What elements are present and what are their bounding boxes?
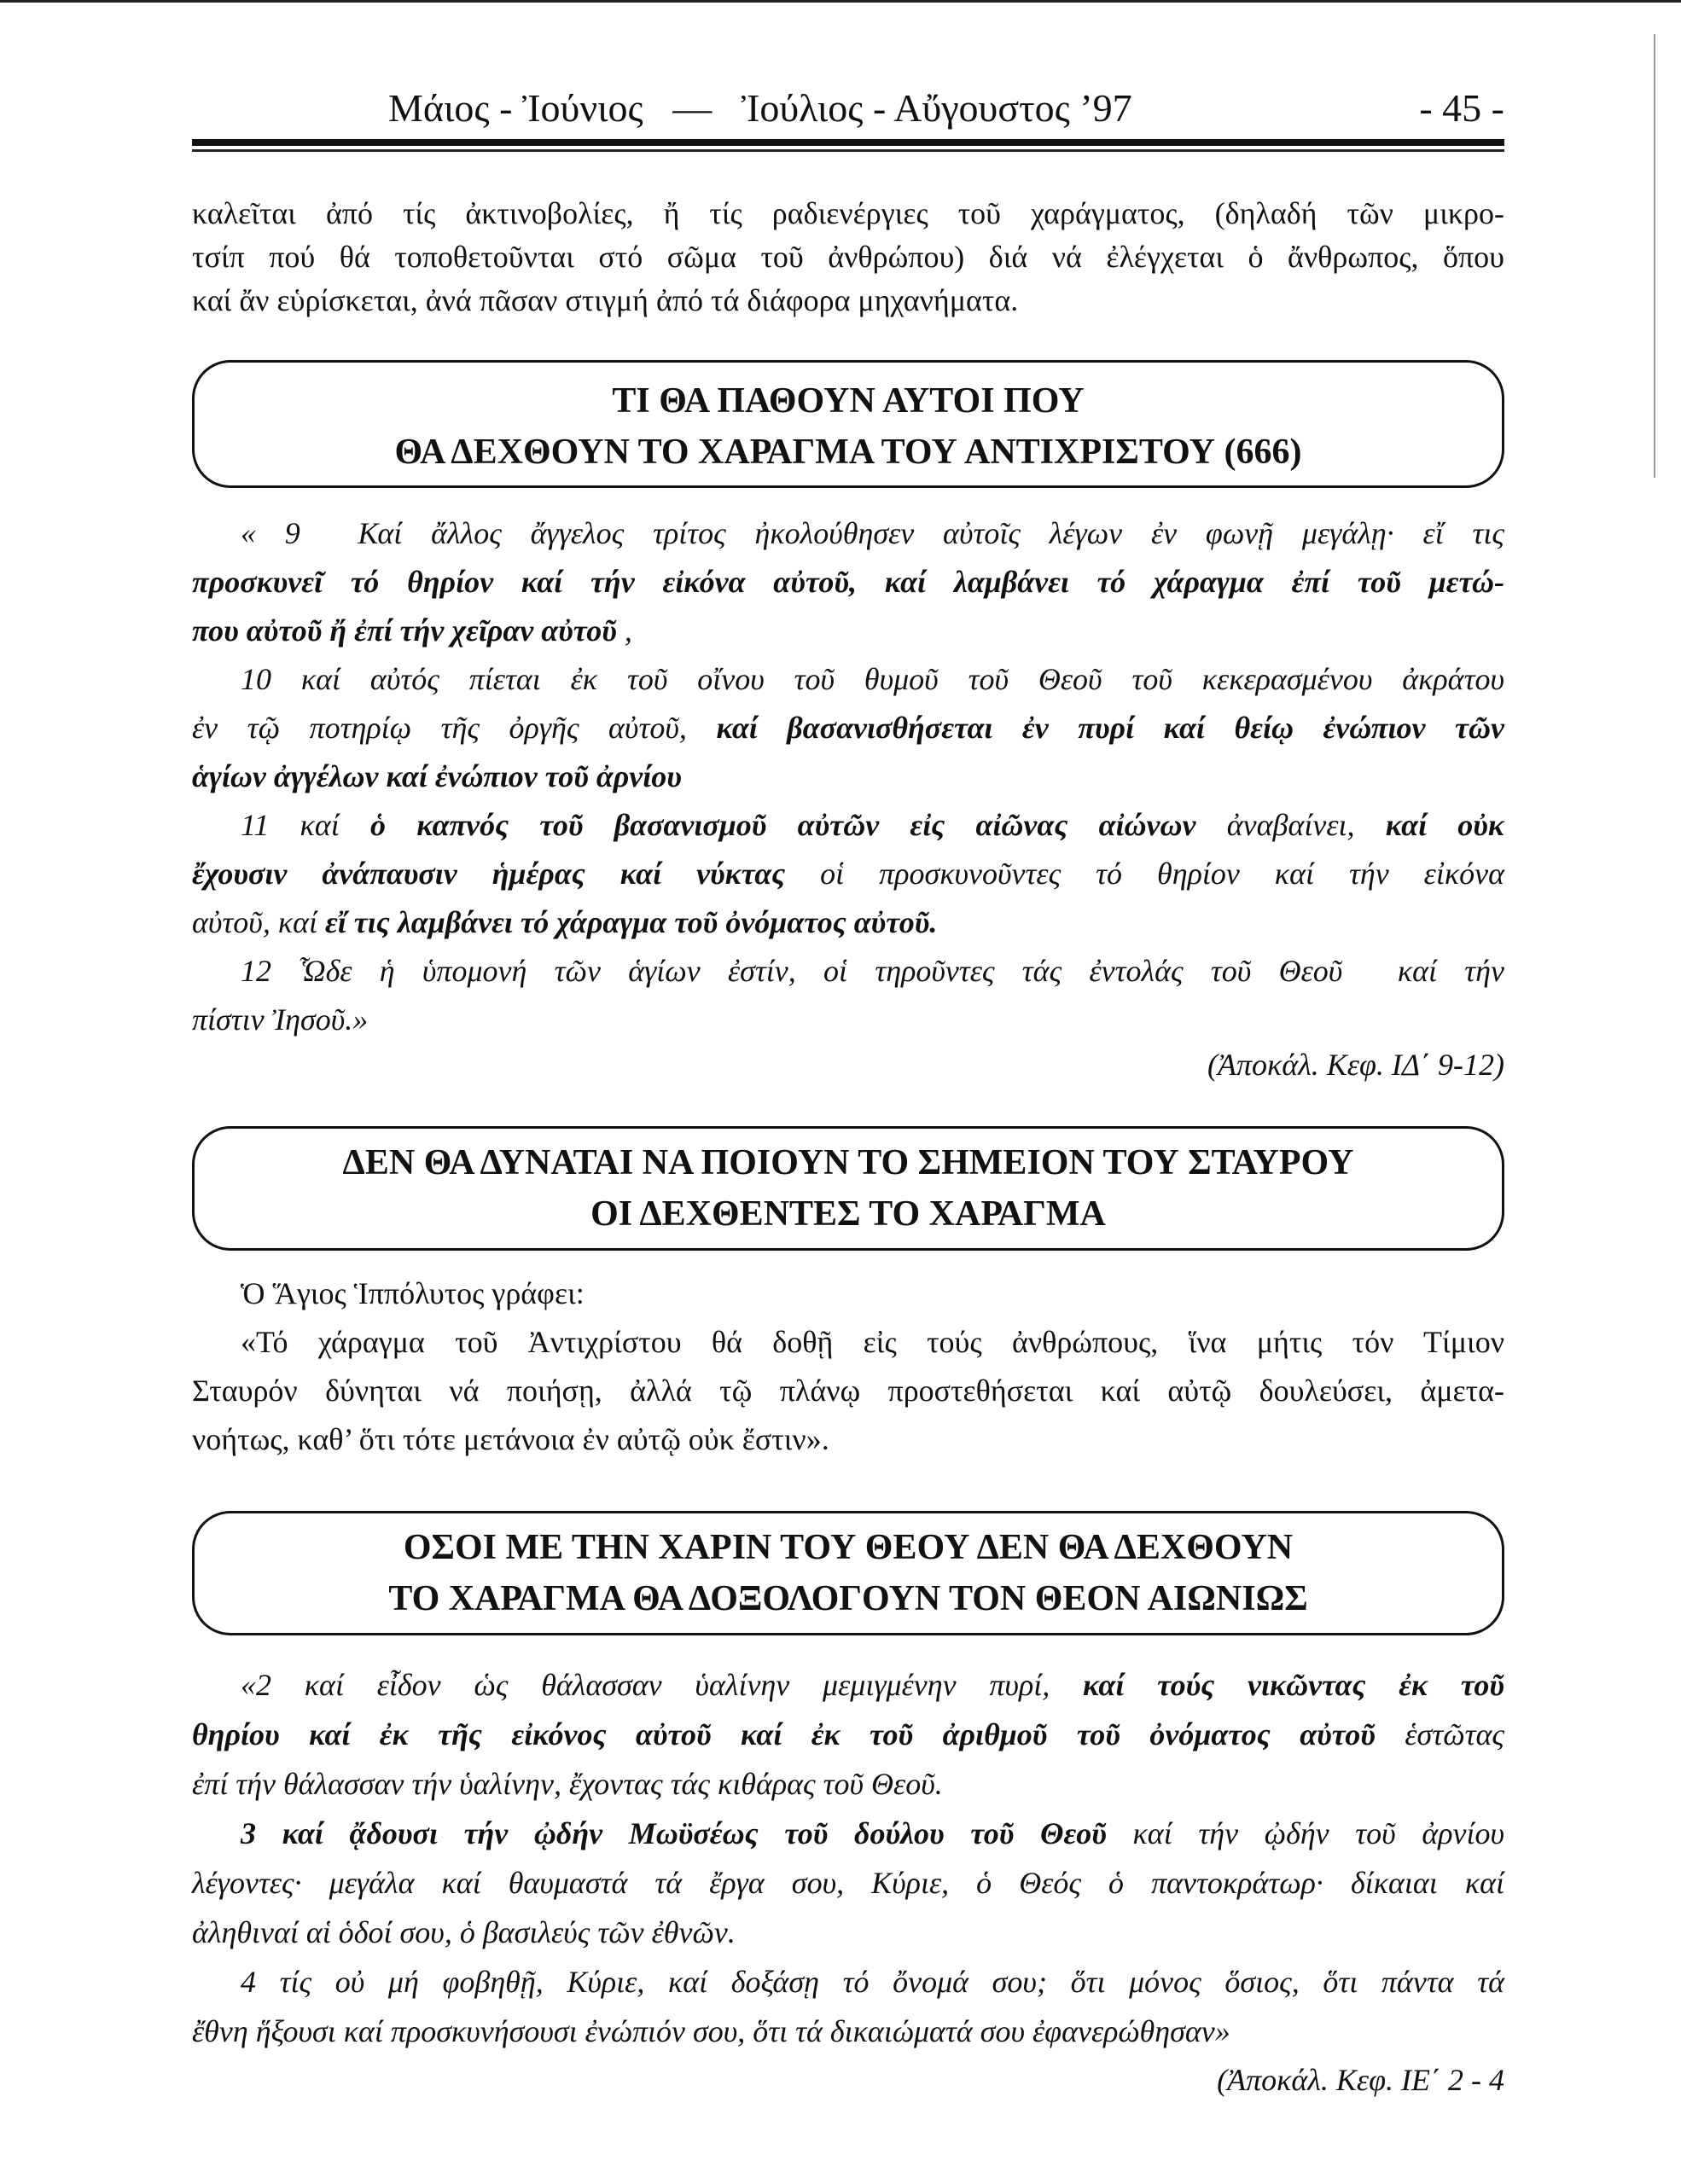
bold-text-segment: που αὐτοῦ ἤ ἐπί τήν χεῖραν αὐτοῦ <box>192 613 617 648</box>
text-line <box>192 1318 1504 1367</box>
text-segment: 12 Ὧδε ἡ ὑπομονή τῶν ἁγίων ἐστίν, οἱ τηροῦντες τάς ἐντολάς τοῦ Θεοῦ καί τήν <box>241 954 1504 988</box>
text-segment: 10 καί αὐτός πίεται ἐκ τοῦ οἴνου τοῦ θυμοῦ τοῦ Θεοῦ τοῦ κεκερασμένου ἀκράτου <box>241 662 1504 696</box>
text-line <box>192 2007 1504 2056</box>
text-line <box>192 947 1504 996</box>
text-segment: λέγοντες· μεγάλα καί θαυμαστά τά ἔργα σου, Κύριε, ὁ Θεός ὁ παντοκράτωρ· δίκαιαι καί <box>192 1866 1504 1900</box>
text-line <box>192 1759 1504 1809</box>
text-segment: καλεῖται ἀπό τίς ἀκτινοβολίες, ἤ τίς ραδιενέργιες τοῦ χαράγματος, (δηλαδή τῶν μικρο- <box>192 196 1504 230</box>
heading-box-2 <box>192 1126 1504 1251</box>
text-segment: τσίπ πού θά τοποθετοῦνται στό σῶμα τοῦ ἀνθρώπου) διά νά ἐλέγχεται ὁ ἄνθρωπος, ὅπου <box>192 240 1504 274</box>
text-line <box>192 1908 1504 1957</box>
header-rule-thick <box>192 139 1504 146</box>
header-rule-thin <box>192 149 1504 152</box>
text-segment: Σταυρόν δύνηται νά ποιήσῃ, ἀλλά τῷ πλάνῳ προστεθήσεται καί αὐτῷ δουλεύσει, ἀμετα- <box>192 1374 1504 1408</box>
text-line <box>192 1660 1504 1710</box>
heading-line: ΔΕΝ ΘΑ ΔΥΝΑΤΑΙ ΝΑ ΠΟΙΟΥΝ ΤΟ ΣΗΜΕΙΟΝ ΤΟΥ ΣΤΑΥΡΟΥ <box>342 1143 1354 1182</box>
text-line <box>192 655 1504 704</box>
bold-text-segment: ἁγίων ἀγγέλων καί ἐνώπιον τοῦ ἀρνίου <box>192 759 682 793</box>
citation-1-wrap <box>192 1041 1504 1089</box>
bold-text-segment: καί τούς νικῶντας ἐκ τοῦ <box>1083 1668 1505 1702</box>
text-segment: καί τήν ᾠδήν τοῦ ἀρνίου <box>1106 1816 1504 1850</box>
text-segment: «2 καί εἶδον ὡς θάλασσαν ὑαλίνην μεμιγμένην πυρί, <box>241 1668 1084 1702</box>
bold-text-segment: ἔχουσιν ἀνάπαυσιν ἡμέρας καί νύκτας <box>192 857 786 891</box>
heading-box-3 <box>192 1511 1504 1635</box>
bold-text-segment: εἴ τις λαμβάνει τό χάραγμα τοῦ ὀνόματος αὐτοῦ. <box>325 905 938 939</box>
bold-text-segment: θηρίου καί ἐκ τῆς εἰκόνος αὐτοῦ καί ἐκ τοῦ ἀριθμοῦ τοῦ ὀνόματος αὐτοῦ <box>192 1717 1376 1751</box>
text-segment: οἱ προσκυνοῦντες τό θηρίον καί τήν εἰκόνα <box>785 857 1505 891</box>
text-line <box>192 1415 1504 1464</box>
scan-margin-line <box>1654 34 1655 478</box>
text-line <box>192 1269 1504 1318</box>
text-segment: ἐπί τήν θάλασσαν τήν ὑαλίνην, ἔχοντας τάς κιθάρας τοῦ Θεοῦ. <box>192 1767 943 1801</box>
header-title: Μάιος - Ἰούνιος — Ἰούλιος - Αὔγουστος ’97 <box>388 86 1132 130</box>
text-line <box>192 1957 1504 2007</box>
heading-line: ΤΟ ΧΑΡΑΓΜΑ ΘΑ ΔΟΞΟΛΟΓΟΥΝ ΤΟΝ ΘΕΟΝ ΑΙΩΝΙΩΣ <box>388 1579 1308 1618</box>
text-segment: νοήτως, καθ’ ὅτι τότε μετάνοια ἐν αὐτῷ οὐκ ἔστιν». <box>192 1422 829 1456</box>
text-segment: ἐν τῷ ποτηρίῳ τῆς ὀργῆς αὐτοῦ, <box>192 711 717 745</box>
text-segment: ἀναβαίνει, <box>1195 808 1386 842</box>
intro-paragraph <box>192 192 1504 322</box>
bold-text-segment: καί οὐκ <box>1385 808 1504 842</box>
text-line <box>192 704 1504 752</box>
citation-2-wrap <box>192 2056 1504 2105</box>
heading-line: ΘΑ ΔΕΧΘΟΥΝ ΤΟ ΧΑΡΑΓΜΑ ΤΟΥ ΑΝΤΙΧΡΙΣΤΟΥ (666) <box>394 433 1302 472</box>
citation-1: (Ἀποκάλ. Κεφ. ΙΔ΄ 9-12) <box>1207 1048 1504 1082</box>
running-header <box>192 85 1504 136</box>
text-segment: « 9 Καί ἄλλος ἄγγελος τρίτος ἠκολούθησεν αὐτοῖς λέγων ἐν φωνῇ μεγάλῃ· εἴ τις <box>241 516 1504 550</box>
hippolytus-quote <box>192 1269 1504 1464</box>
text-segment: αὐτοῦ, καί <box>192 905 326 939</box>
page-number: - 45 - <box>1419 86 1504 130</box>
heading-box-1 <box>192 360 1504 488</box>
bold-text-segment: προσκυνεῖ τό θηρίον καί τήν εἰκόνα αὐτοῦ, καί λαμβάνει τό χάραγμα ἐπί τοῦ μετώ- <box>192 565 1504 599</box>
text-line <box>192 192 1504 235</box>
bold-text-segment: καί βασανισθήσεται ἐν πυρί καί θείῳ ἐνώπιον τῶν <box>716 711 1504 745</box>
bold-text-segment: ὁ καπνός τοῦ βασανισμοῦ αὐτῶν εἰς αἰῶνας αἰώνων <box>369 808 1196 842</box>
text-segment: Ὁ Ἅγιος Ἱππόλυτος γράφει: <box>241 1276 585 1310</box>
text-line <box>192 1710 1504 1759</box>
text-line <box>192 1367 1504 1415</box>
text-line <box>192 607 1504 655</box>
heading-line: ΟΣΟΙ ΜΕ ΤΗΝ ΧΑΡΙΝ ΤΟΥ ΘΕΟΥ ΔΕΝ ΘΑ ΔΕΧΘΟΥΝ <box>403 1528 1294 1567</box>
heading-line: ΟΙ ΔΕΧΘΕΝΤΕΣ ΤΟ ΧΑΡΑΓΜΑ <box>590 1194 1106 1234</box>
text-segment: ἀληθιναί αἱ ὁδοί σου, ὁ βασιλεύς τῶν ἐθνῶν. <box>192 1915 736 1949</box>
scripture-quote-2 <box>192 1660 1504 2056</box>
text-segment: 4 τίς οὐ μή φοβηθῇ, Κύριε, καί δοξάσῃ τό ὄνομά σου; ὅτι μόνος ὅσιος, ὅτι πάντα τά <box>241 1965 1504 1999</box>
text-segment: 11 καί <box>241 808 370 842</box>
text-line <box>192 279 1504 322</box>
text-segment: ἔθνη ἥξουσι καί προσκυνήσουσι ἐνώπιόν σου, ὅτι τά δικαιώματά σου ἐφανερώθησαν» <box>192 2014 1230 2048</box>
text-line <box>192 752 1504 801</box>
text-segment: καί ἄν εὑρίσκεται, ἀνά πᾶσαν στιγμή ἀπό τά διάφορα μηχανήματα. <box>192 283 1019 317</box>
text-line <box>192 1809 1504 1858</box>
text-line <box>192 996 1504 1044</box>
heading-line: ΤΙ ΘΑ ΠΑΘΟΥΝ ΑΥΤΟΙ ΠΟΥ <box>612 381 1085 421</box>
scan-edge-line <box>0 0 1681 3</box>
citation-2: (Ἀποκάλ. Κεφ. ΙΕ΄ 2 - 4 <box>1217 2063 1504 2097</box>
text-segment: «Τό χάραγμα τοῦ Ἀντιχρίστου θά δοθῇ εἰς τούς ἀνθρώπους, ἵνα μήτις τόν Τίμιον <box>241 1325 1504 1359</box>
text-line <box>192 801 1504 850</box>
text-segment: πίστιν Ἰησοῦ.» <box>192 1002 369 1037</box>
text-line <box>192 850 1504 898</box>
text-line <box>192 558 1504 607</box>
text-line <box>192 898 1504 947</box>
text-segment: , <box>616 613 632 648</box>
text-line <box>192 1858 1504 1908</box>
text-line <box>192 509 1504 558</box>
bold-text-segment: 3 καί ᾄδουσι τήν ᾠδήν Μωϋσέως τοῦ δούλου τοῦ Θεοῦ <box>241 1816 1107 1850</box>
scripture-quote-1 <box>192 509 1504 1044</box>
text-line <box>192 235 1504 279</box>
text-segment: ἑστῶτας <box>1375 1717 1504 1751</box>
